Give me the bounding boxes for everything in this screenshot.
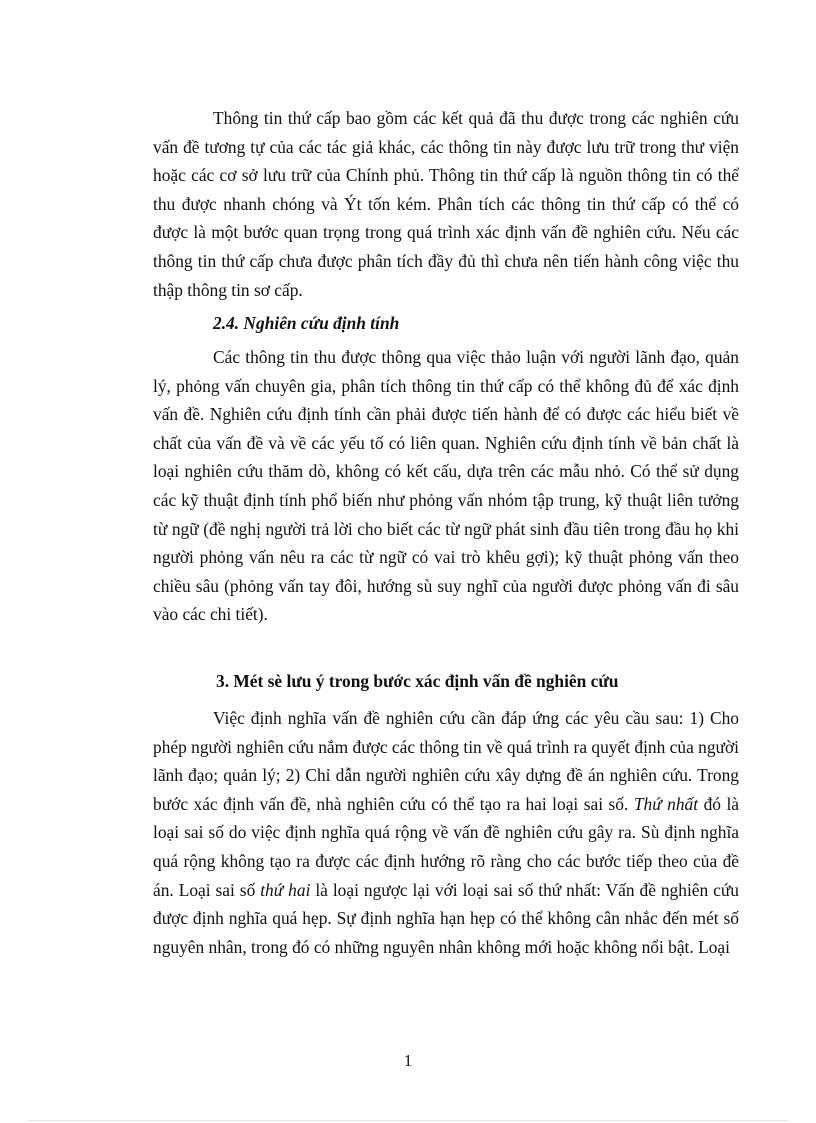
section-heading-3: 3. Mét sè lưu ý trong bước xác định vấn đề nghiên cứu (216, 671, 619, 691)
page-number: 1 (403, 1051, 413, 1070)
paragraph-3-italic-first: Thứ nhất (633, 793, 699, 814)
paragraph-3-text-2: đó là loại sai số do việc định nghĩa quá rộng về vấn đề nghiên cứu gây ra. Sù định nghĩa quá rộng không tạo ra được các định hướng rõ ràng cho các bước tiếp theo của đề án. Loại sai số (153, 793, 740, 900)
paragraph-problem-definition (153, 704, 739, 961)
page-bottom-rule (28, 1120, 788, 1121)
section-heading-2-4: 2.4. Nghiên cứu định tính (213, 313, 400, 333)
paragraph-qualitative-research (153, 343, 739, 629)
paragraph-3-italic-second: thứ hai (260, 879, 311, 900)
paragraph-2-text: Các thông tin thu được thông qua việc thảo luận với người lãnh đạo, quản lý, phỏng vấn chuyên gia, phân tích thông tin thứ cấp có thể không đủ để xác định vấn đề. Nghiên cứu định tính cần phải được tiến hành để có được các hiểu biết về chất của vấn đề và về các yếu tố có liên quan. Nghiên cứu định tính về bản chất là loại nghiên cứu thăm dò, không có kết cấu, dựa trên các mẫu nhỏ. Có thể sử dụng các kỹ thuật định tính phổ biến như phỏng vấn nhóm tập trung, kỹ thuật liên tưởng từ ngữ (đề nghị người trả lời cho biết các từ ngữ phát sinh đầu tiên trong đầu họ khi người phỏng vấn nêu ra các từ ngữ có vai trò khêu gợi); kỹ thuật phỏng vấn theo chiều sâu (phỏng vấn tay đôi, hướng sù suy nghĩ của người được phỏng vấn đi sâu vào các chi tiết). (153, 347, 739, 625)
paragraph-3-text-1: Việc định nghĩa vấn đề nghiên cứu cần đáp ứng các yêu cầu sau: 1) Cho phép người nghiên cứu nắm được các thông tin về quá trình ra quyết định của người lãnh đạo; quản lý; 2) Chỉ dẫn người nghiên cứu xây dựng đề án nghiên cứu. Trong bước xác định vấn đề, nhà nghiên cứu có thể tạo ra hai loại sai số. (153, 708, 739, 814)
paragraph-3-text-3: là loại ngược lại với loại sai số thứ nhất: Vấn đề nghiên cứu được định nghĩa quá hẹp. Sự định nghĩa hạn hẹp có thể không cân nhắc đến mét số nguyên nhân, trong đó có những nguyên nhân không mới hoặc không nổi bật. Loại (153, 879, 739, 957)
paragraph-1-text: Thông tin thứ cấp bao gồm các kết quả đã thu được trong các nghiên cứu vấn đề tương tự của các tác giả khác, các thông tin này được lưu trữ trong thư viện hoặc các cơ sở lưu trữ của Chính phủ. Thông tin thứ cấp là nguồn thông tin có thể thu được nhanh chóng và Ýt tốn kém. Phân tích các thông tin thứ cấp có thể có được là một bước quan trọng trong quá trình xác định vấn đề nghiên cứu. Nếu các thông tin thứ cấp chưa được phân tích đầy đủ thì chưa nên tiến hành công việc thu thập thông tin sơ cấp. (153, 108, 739, 300)
paragraph-secondary-information (153, 104, 739, 304)
